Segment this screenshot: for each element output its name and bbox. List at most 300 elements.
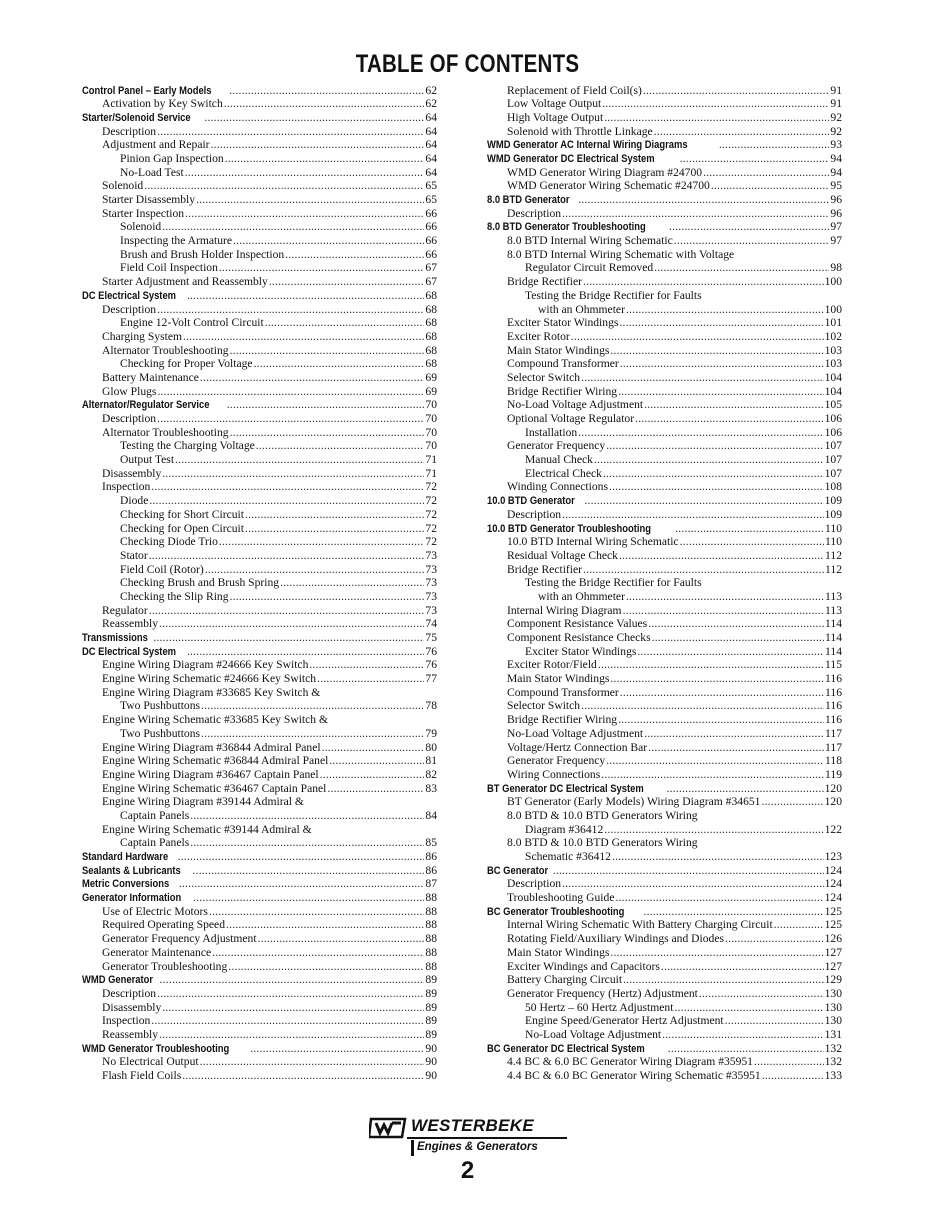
toc-section-heading xyxy=(82,850,437,864)
toc-page-number: 67 xyxy=(425,261,437,275)
toc-entry-title: Testing the Charging Voltage xyxy=(120,439,255,453)
toc-page-number: 72 xyxy=(425,480,437,494)
toc-page-number: 91 xyxy=(830,83,842,97)
dot-leader xyxy=(610,672,824,686)
toc-page-number: 93 xyxy=(830,138,842,152)
toc-page-number: 107 xyxy=(824,453,842,467)
toc-entry xyxy=(487,686,842,700)
toc-entry-title: Exciter Stator Windings xyxy=(525,644,637,658)
toc-entry xyxy=(487,385,842,399)
dot-leader xyxy=(162,1001,424,1015)
toc-entry xyxy=(82,713,437,727)
toc-entry xyxy=(487,261,842,275)
toc-entry-title: Checking Diode Trio xyxy=(120,535,218,549)
toc-entry xyxy=(82,699,437,713)
toc-entry-title: Checking for Short Circuit xyxy=(120,507,244,521)
dot-leader xyxy=(245,508,424,522)
dot-leader xyxy=(200,371,425,385)
dot-leader xyxy=(610,946,823,960)
toc-entry xyxy=(82,453,437,467)
dot-leader xyxy=(185,166,425,180)
toc-entry-title: BT Generator (Early Models) Wiring Diagram #34651 xyxy=(507,795,761,809)
toc-page-number: 68 xyxy=(425,316,437,330)
toc-entry xyxy=(487,987,842,1001)
toc-page-number: 125 xyxy=(824,918,842,932)
toc-entry-title: Control Panel – Early Models xyxy=(82,84,212,97)
toc-entry xyxy=(82,480,437,494)
toc-page-number: 65 xyxy=(425,193,437,206)
dot-leader xyxy=(601,768,824,782)
toc-entry xyxy=(487,97,842,111)
toc-page-number: 70 xyxy=(425,398,437,412)
toc-section-heading xyxy=(487,152,842,166)
toc-entry xyxy=(82,97,437,111)
toc-entry xyxy=(487,960,842,974)
toc-section-heading xyxy=(82,864,437,878)
toc-page-number: 101 xyxy=(824,316,842,330)
toc-entry-title: Use of Electric Motors xyxy=(102,904,208,918)
toc-entry xyxy=(82,809,437,823)
toc-page-number: 78 xyxy=(425,699,437,713)
dot-leader xyxy=(594,453,824,467)
toc-page-number: 86 xyxy=(425,850,437,863)
toc-section-heading xyxy=(82,84,437,98)
dot-leader xyxy=(157,303,424,317)
toc-section-heading xyxy=(487,522,842,536)
toc-entry-title: with an Ohmmeter xyxy=(538,302,625,316)
dot-leader xyxy=(187,289,424,303)
toc-entry-title: Generator Frequency (Hertz) Adjustment xyxy=(507,986,698,1000)
toc-entry-title: WMD Generator Troubleshooting xyxy=(82,1042,230,1055)
dot-leader xyxy=(317,672,424,686)
toc-entry-title: Main Stator Windings xyxy=(507,945,610,959)
dot-leader xyxy=(227,398,425,412)
toc-entry-title: Engine Wiring Schematic #39144 Admiral & xyxy=(102,822,312,836)
toc-page-number: 130 xyxy=(824,986,842,1000)
toc-entry-title: Two Pushbuttons xyxy=(120,726,201,740)
toc-entry-title: Wiring Connections xyxy=(507,767,601,781)
toc-entry-title: with an Ohmmeter xyxy=(538,589,625,603)
toc-section-heading xyxy=(82,973,437,987)
dot-leader xyxy=(149,494,424,508)
toc-entry-title: Schematic #36412 xyxy=(525,850,611,863)
dot-leader xyxy=(674,1001,823,1015)
dot-leader xyxy=(329,754,424,768)
toc-page-number: 127 xyxy=(824,959,842,973)
toc-page-number: 66 xyxy=(425,206,437,220)
toc-entry xyxy=(82,494,437,508)
toc-entry-title: No-Load Voltage Adjustment xyxy=(525,1027,662,1041)
toc-entry-title: Glow Plugs xyxy=(102,384,157,398)
dot-leader xyxy=(157,412,424,426)
dot-leader xyxy=(606,754,824,768)
dot-leader xyxy=(643,905,823,919)
toc-page-number: 104 xyxy=(824,370,842,384)
toc-page-number: 64 xyxy=(425,124,437,138)
toc-right-column xyxy=(487,84,842,1083)
dot-leader xyxy=(233,234,424,248)
toc-entry xyxy=(82,412,437,426)
toc-page-number: 113 xyxy=(825,589,842,603)
dot-leader xyxy=(618,713,824,727)
westerbeke-logo xyxy=(369,1117,569,1159)
toc-entry xyxy=(487,467,842,481)
toc-page-number: 66 xyxy=(425,247,437,261)
toc-entry-title: Checking Brush and Brush Spring xyxy=(120,576,280,590)
toc-entry xyxy=(487,741,842,755)
toc-entry-title: Battery Maintenance xyxy=(102,370,199,384)
toc-entry xyxy=(487,412,842,426)
toc-entry-title: WMD Generator xyxy=(82,974,154,987)
toc-entry-title: Engine Wiring Diagram #36844 Admiral Panel xyxy=(102,740,321,754)
toc-page-number: 86 xyxy=(425,863,437,877)
toc-entry-title: Troubleshooting Guide xyxy=(507,891,615,905)
dot-leader xyxy=(610,344,823,358)
toc-entry xyxy=(487,1055,842,1069)
toc-page-number: 76 xyxy=(425,644,437,658)
toc-entry xyxy=(487,672,842,686)
toc-page-number: 95 xyxy=(830,179,842,193)
toc-page-number: 77 xyxy=(425,672,437,686)
toc-entry xyxy=(82,960,437,974)
toc-page-number: 132 xyxy=(824,1041,842,1055)
dot-leader xyxy=(680,535,824,549)
toc-entry-title: 8.0 BTD Generator xyxy=(487,194,570,206)
dot-leader xyxy=(230,344,425,358)
toc-entry xyxy=(82,1014,437,1028)
toc-page-number: 66 xyxy=(425,234,437,248)
toc-entry xyxy=(487,891,842,905)
toc-page-number: 92 xyxy=(830,124,842,138)
westerbeke-emblem-icon xyxy=(369,1117,409,1139)
dot-leader xyxy=(626,590,824,604)
toc-entry-title: Replacement of Field Coil(s) xyxy=(507,83,642,97)
dot-leader xyxy=(265,316,425,330)
dot-leader xyxy=(144,179,424,193)
toc-entry xyxy=(82,741,437,755)
toc-page-number: 88 xyxy=(425,904,437,918)
toc-entry xyxy=(487,398,842,412)
toc-entry xyxy=(487,877,842,891)
toc-entry xyxy=(487,1001,842,1015)
toc-page-number: 67 xyxy=(425,275,437,289)
dot-leader xyxy=(620,686,824,700)
logo-bar xyxy=(411,1140,414,1156)
toc-page-number: 89 xyxy=(425,1027,437,1041)
toc-entry-title: Exciter Rotor xyxy=(507,329,570,343)
toc-page-number: 120 xyxy=(824,795,842,809)
toc-entry xyxy=(487,563,842,577)
toc-page-number: 116 xyxy=(825,672,842,686)
toc-page-number: 62 xyxy=(425,97,437,111)
toc-page-number: 133 xyxy=(824,1069,842,1082)
toc-page-number: 127 xyxy=(824,945,842,959)
toc-entry-title: Generator Frequency Adjustment xyxy=(102,932,257,946)
toc-page-number: 69 xyxy=(425,384,437,398)
toc-entry xyxy=(82,426,437,440)
toc-page-number: 124 xyxy=(824,863,842,877)
toc-entry-title: 4.4 BC & 6.0 BC Generator Wiring Schematic #35951 xyxy=(507,1069,761,1082)
dot-leader xyxy=(578,193,829,207)
dot-leader xyxy=(157,385,424,399)
toc-entry-title: 10.0 BTD Generator xyxy=(487,495,575,508)
toc-entry-title: Engine Wiring Schematic #33685 Key Switch & xyxy=(102,713,329,727)
toc-page-number: 90 xyxy=(425,1069,437,1082)
dot-leader xyxy=(615,891,823,905)
dot-leader xyxy=(609,480,824,494)
toc-entry xyxy=(487,604,842,618)
dot-leader xyxy=(619,316,823,330)
toc-entry xyxy=(82,303,437,317)
toc-entry-title: Bridge Rectifier Wiring xyxy=(507,384,618,398)
toc-page-number: 123 xyxy=(824,850,842,863)
toc-entry-title: Captain Panels xyxy=(120,808,190,822)
toc-page-number: 103 xyxy=(824,343,842,357)
toc-section-heading xyxy=(82,877,437,891)
toc-entry xyxy=(82,275,437,289)
toc-entry-title: Installation xyxy=(525,425,578,439)
toc-entry-title: Manual Check xyxy=(525,453,593,467)
dot-leader xyxy=(322,741,425,755)
toc-entry-title: 8.0 BTD & 10.0 BTD Generators Wiring xyxy=(507,808,698,822)
toc-entry xyxy=(82,1001,437,1015)
toc-page-number: 68 xyxy=(425,302,437,316)
toc-page-number: 88 xyxy=(425,932,437,946)
toc-entry xyxy=(487,918,842,932)
dot-leader xyxy=(571,330,824,344)
toc-entry-title: Regulator xyxy=(102,603,148,617)
dot-leader xyxy=(584,494,823,508)
dot-leader xyxy=(598,658,824,672)
toc-entry xyxy=(82,932,437,946)
toc-page-number: 117 xyxy=(825,740,842,754)
toc-entry-title: Inspection xyxy=(102,480,151,494)
toc-page-number: 68 xyxy=(425,357,437,371)
toc-entry xyxy=(82,535,437,549)
toc-page-number: 89 xyxy=(425,1000,437,1014)
toc-page-number: 122 xyxy=(824,822,842,836)
toc-section-heading xyxy=(82,398,437,412)
toc-entry-title: Checking for Open Circuit xyxy=(120,521,244,535)
dot-leader xyxy=(667,782,824,796)
toc-entry-title: No-Load Test xyxy=(120,165,184,179)
dot-leader xyxy=(193,864,425,878)
toc-entry-title: Compound Transformer xyxy=(507,357,619,371)
dot-leader xyxy=(245,522,424,536)
dot-leader xyxy=(603,467,824,481)
toc-entry xyxy=(487,658,842,672)
dot-leader xyxy=(224,97,425,111)
toc-entry-title: Transmissions xyxy=(82,632,148,644)
dot-leader xyxy=(185,207,424,221)
toc-entry-title: BT Generator DC Electrical System xyxy=(487,782,644,795)
page-number: 2 xyxy=(460,1157,475,1184)
toc-entry xyxy=(82,617,437,631)
toc-section-heading xyxy=(487,138,842,152)
toc-page-number: 116 xyxy=(825,713,842,727)
toc-page-number: 88 xyxy=(425,959,437,973)
dot-leader xyxy=(280,576,424,590)
toc-entry-title: 8.0 BTD Internal Wiring Schematic xyxy=(507,234,673,248)
toc-entry xyxy=(82,549,437,563)
toc-page-number: 112 xyxy=(825,548,842,562)
toc-section-heading xyxy=(82,631,437,645)
toc-page-number: 110 xyxy=(825,521,842,535)
toc-page-number: 73 xyxy=(425,589,437,603)
toc-page-number: 98 xyxy=(830,261,842,275)
toc-entry-title: Description xyxy=(507,507,562,521)
toc-entry xyxy=(487,453,842,467)
toc-entry-title: Description xyxy=(507,877,562,891)
toc-entry-title: Exciter Rotor/Field xyxy=(507,658,597,672)
toc-entry-title: Captain Panels xyxy=(120,836,190,850)
dot-leader xyxy=(619,549,824,563)
dot-leader xyxy=(159,617,424,631)
dot-leader xyxy=(151,1014,424,1028)
dot-leader xyxy=(618,385,824,399)
toc-page-number: 89 xyxy=(425,973,437,987)
toc-page-number: 72 xyxy=(425,535,437,549)
toc-entry-title: Generator Frequency xyxy=(507,439,606,453)
dot-leader xyxy=(157,987,424,1001)
dot-leader xyxy=(562,508,824,522)
toc-entry-title: DC Electrical System xyxy=(82,645,177,658)
toc-entry-title: Diagram #36412 xyxy=(525,822,604,836)
dot-leader xyxy=(637,645,824,659)
toc-entry-title: Starter Disassembly xyxy=(102,193,196,206)
toc-entry-title: Reassembly xyxy=(102,1027,159,1041)
toc-entry-title: Charging System xyxy=(102,329,182,343)
toc-entry-title: Main Stator Windings xyxy=(507,343,610,357)
dot-leader xyxy=(654,261,829,275)
toc-entry xyxy=(82,125,437,139)
toc-entry-title: WMD Generator Wiring Schematic #24700 xyxy=(507,179,710,193)
toc-entry xyxy=(82,248,437,262)
toc-entry-title: Two Pushbuttons xyxy=(120,699,201,713)
toc-entry-title: Voltage/Hertz Connection Bar xyxy=(507,740,648,754)
toc-page-number: 64 xyxy=(425,138,437,152)
toc-page-number: 74 xyxy=(425,617,437,631)
toc-page-number: 68 xyxy=(425,329,437,343)
dot-leader xyxy=(320,768,425,782)
toc-entry xyxy=(487,275,842,289)
dot-leader xyxy=(175,453,424,467)
dot-leader xyxy=(612,850,824,864)
toc-entry-title: Engine Wiring Diagram #24666 Key Switch xyxy=(102,658,309,672)
toc-entry xyxy=(487,809,842,823)
toc-entry-title: 4.4 BC & 6.0 BC Generator Wiring Diagram #35951 xyxy=(507,1055,753,1069)
toc-entry-title: Sealants & Lubricants xyxy=(82,864,181,877)
toc-page-number: 114 xyxy=(825,617,842,631)
dot-leader xyxy=(674,234,830,248)
toc-left-column xyxy=(82,84,437,1083)
toc-entry-title: Solenoid with Throttle Linkage xyxy=(507,124,653,138)
toc-entry xyxy=(82,1028,437,1042)
toc-entry-title: Engine Speed/Generator Hertz Adjustment xyxy=(525,1014,724,1028)
toc-page-number: 73 xyxy=(425,576,437,590)
toc-entry-title: Engine Wiring Diagram #33685 Key Switch & xyxy=(102,685,321,699)
toc-entry-title: Internal Wiring Diagram xyxy=(507,603,622,617)
dot-leader xyxy=(196,193,424,207)
toc-entry-title: Alternator Troubleshooting xyxy=(102,425,229,439)
toc-page-number: 81 xyxy=(425,754,437,768)
toc-entry-title: Component Resistance Values xyxy=(507,617,648,631)
toc-section-heading xyxy=(487,1042,842,1056)
toc-entry-title: Generator Frequency xyxy=(507,754,606,768)
toc-entry-title: Metric Conversions xyxy=(82,878,170,891)
toc-page-number: 100 xyxy=(824,275,842,289)
dot-leader xyxy=(620,357,824,371)
dot-leader xyxy=(703,166,829,180)
toc-entry-title: Flash Field Coils xyxy=(102,1069,182,1082)
toc-entry-title: DC Electrical System xyxy=(82,289,177,302)
toc-page-number: 73 xyxy=(425,548,437,562)
toc-page-number: 72 xyxy=(425,494,437,508)
toc-entry-title: 8.0 BTD & 10.0 BTD Generators Wiring xyxy=(507,836,698,850)
toc-entry-title: Starter/Solenoid Service xyxy=(82,111,191,124)
toc-entry-title: Optional Voltage Regulator xyxy=(507,412,635,425)
toc-entry xyxy=(82,330,437,344)
dot-leader xyxy=(648,617,824,631)
toc-entry xyxy=(487,344,842,358)
dot-leader xyxy=(583,563,824,577)
dot-leader xyxy=(623,604,824,618)
dot-leader xyxy=(635,412,824,426)
toc-section-heading xyxy=(487,905,842,919)
toc-section-heading xyxy=(82,891,437,905)
dot-leader xyxy=(151,480,424,494)
dot-leader xyxy=(256,439,425,453)
toc-entry xyxy=(82,672,437,686)
toc-entry-title: Engine Wiring Schematic #36844 Admiral Panel xyxy=(102,754,329,768)
toc-page-number: 130 xyxy=(824,1000,842,1014)
toc-entry xyxy=(82,576,437,590)
toc-entry-title: BC Generator Troubleshooting xyxy=(487,905,625,918)
toc-entry-title: Starter Adjustment and Reassembly xyxy=(102,275,268,289)
toc-section-heading xyxy=(82,111,437,125)
toc-entry-title: Engine Wiring Diagram #36467 Captain Panel xyxy=(102,767,319,781)
toc-entry xyxy=(487,289,842,303)
toc-page-number: 90 xyxy=(425,1041,437,1055)
toc-entry xyxy=(82,823,437,837)
toc-entry-title: Engine Wiring Diagram #39144 Admiral & xyxy=(102,795,304,809)
toc-entry xyxy=(487,631,842,645)
dot-leader xyxy=(190,809,424,823)
toc-entry-title: Description xyxy=(102,302,157,316)
toc-page-number: 90 xyxy=(425,1055,437,1069)
toc-entry-title: Residual Voltage Check xyxy=(507,548,618,562)
toc-page-number: 89 xyxy=(425,1014,437,1028)
dot-leader xyxy=(149,604,425,618)
toc-entry xyxy=(82,754,437,768)
toc-entry xyxy=(82,371,437,385)
dot-leader xyxy=(153,631,424,645)
dot-leader xyxy=(269,275,425,289)
toc-page-number: 66 xyxy=(425,220,437,234)
dot-leader xyxy=(230,426,425,440)
toc-page-number: 107 xyxy=(824,439,842,453)
toc-entry xyxy=(487,754,842,768)
toc-page-number: 129 xyxy=(824,973,842,987)
toc-entry xyxy=(487,508,842,522)
toc-entry-title: 8.0 BTD Generator Troubleshooting xyxy=(487,221,646,234)
dot-leader xyxy=(725,932,824,946)
toc-entry xyxy=(487,727,842,741)
toc-entry-title: Bridge Rectifier Wiring xyxy=(507,713,618,727)
toc-entry-title: Solenoid xyxy=(120,220,162,234)
toc-entry-title: Inspection xyxy=(102,1014,151,1028)
dot-leader xyxy=(583,275,824,289)
